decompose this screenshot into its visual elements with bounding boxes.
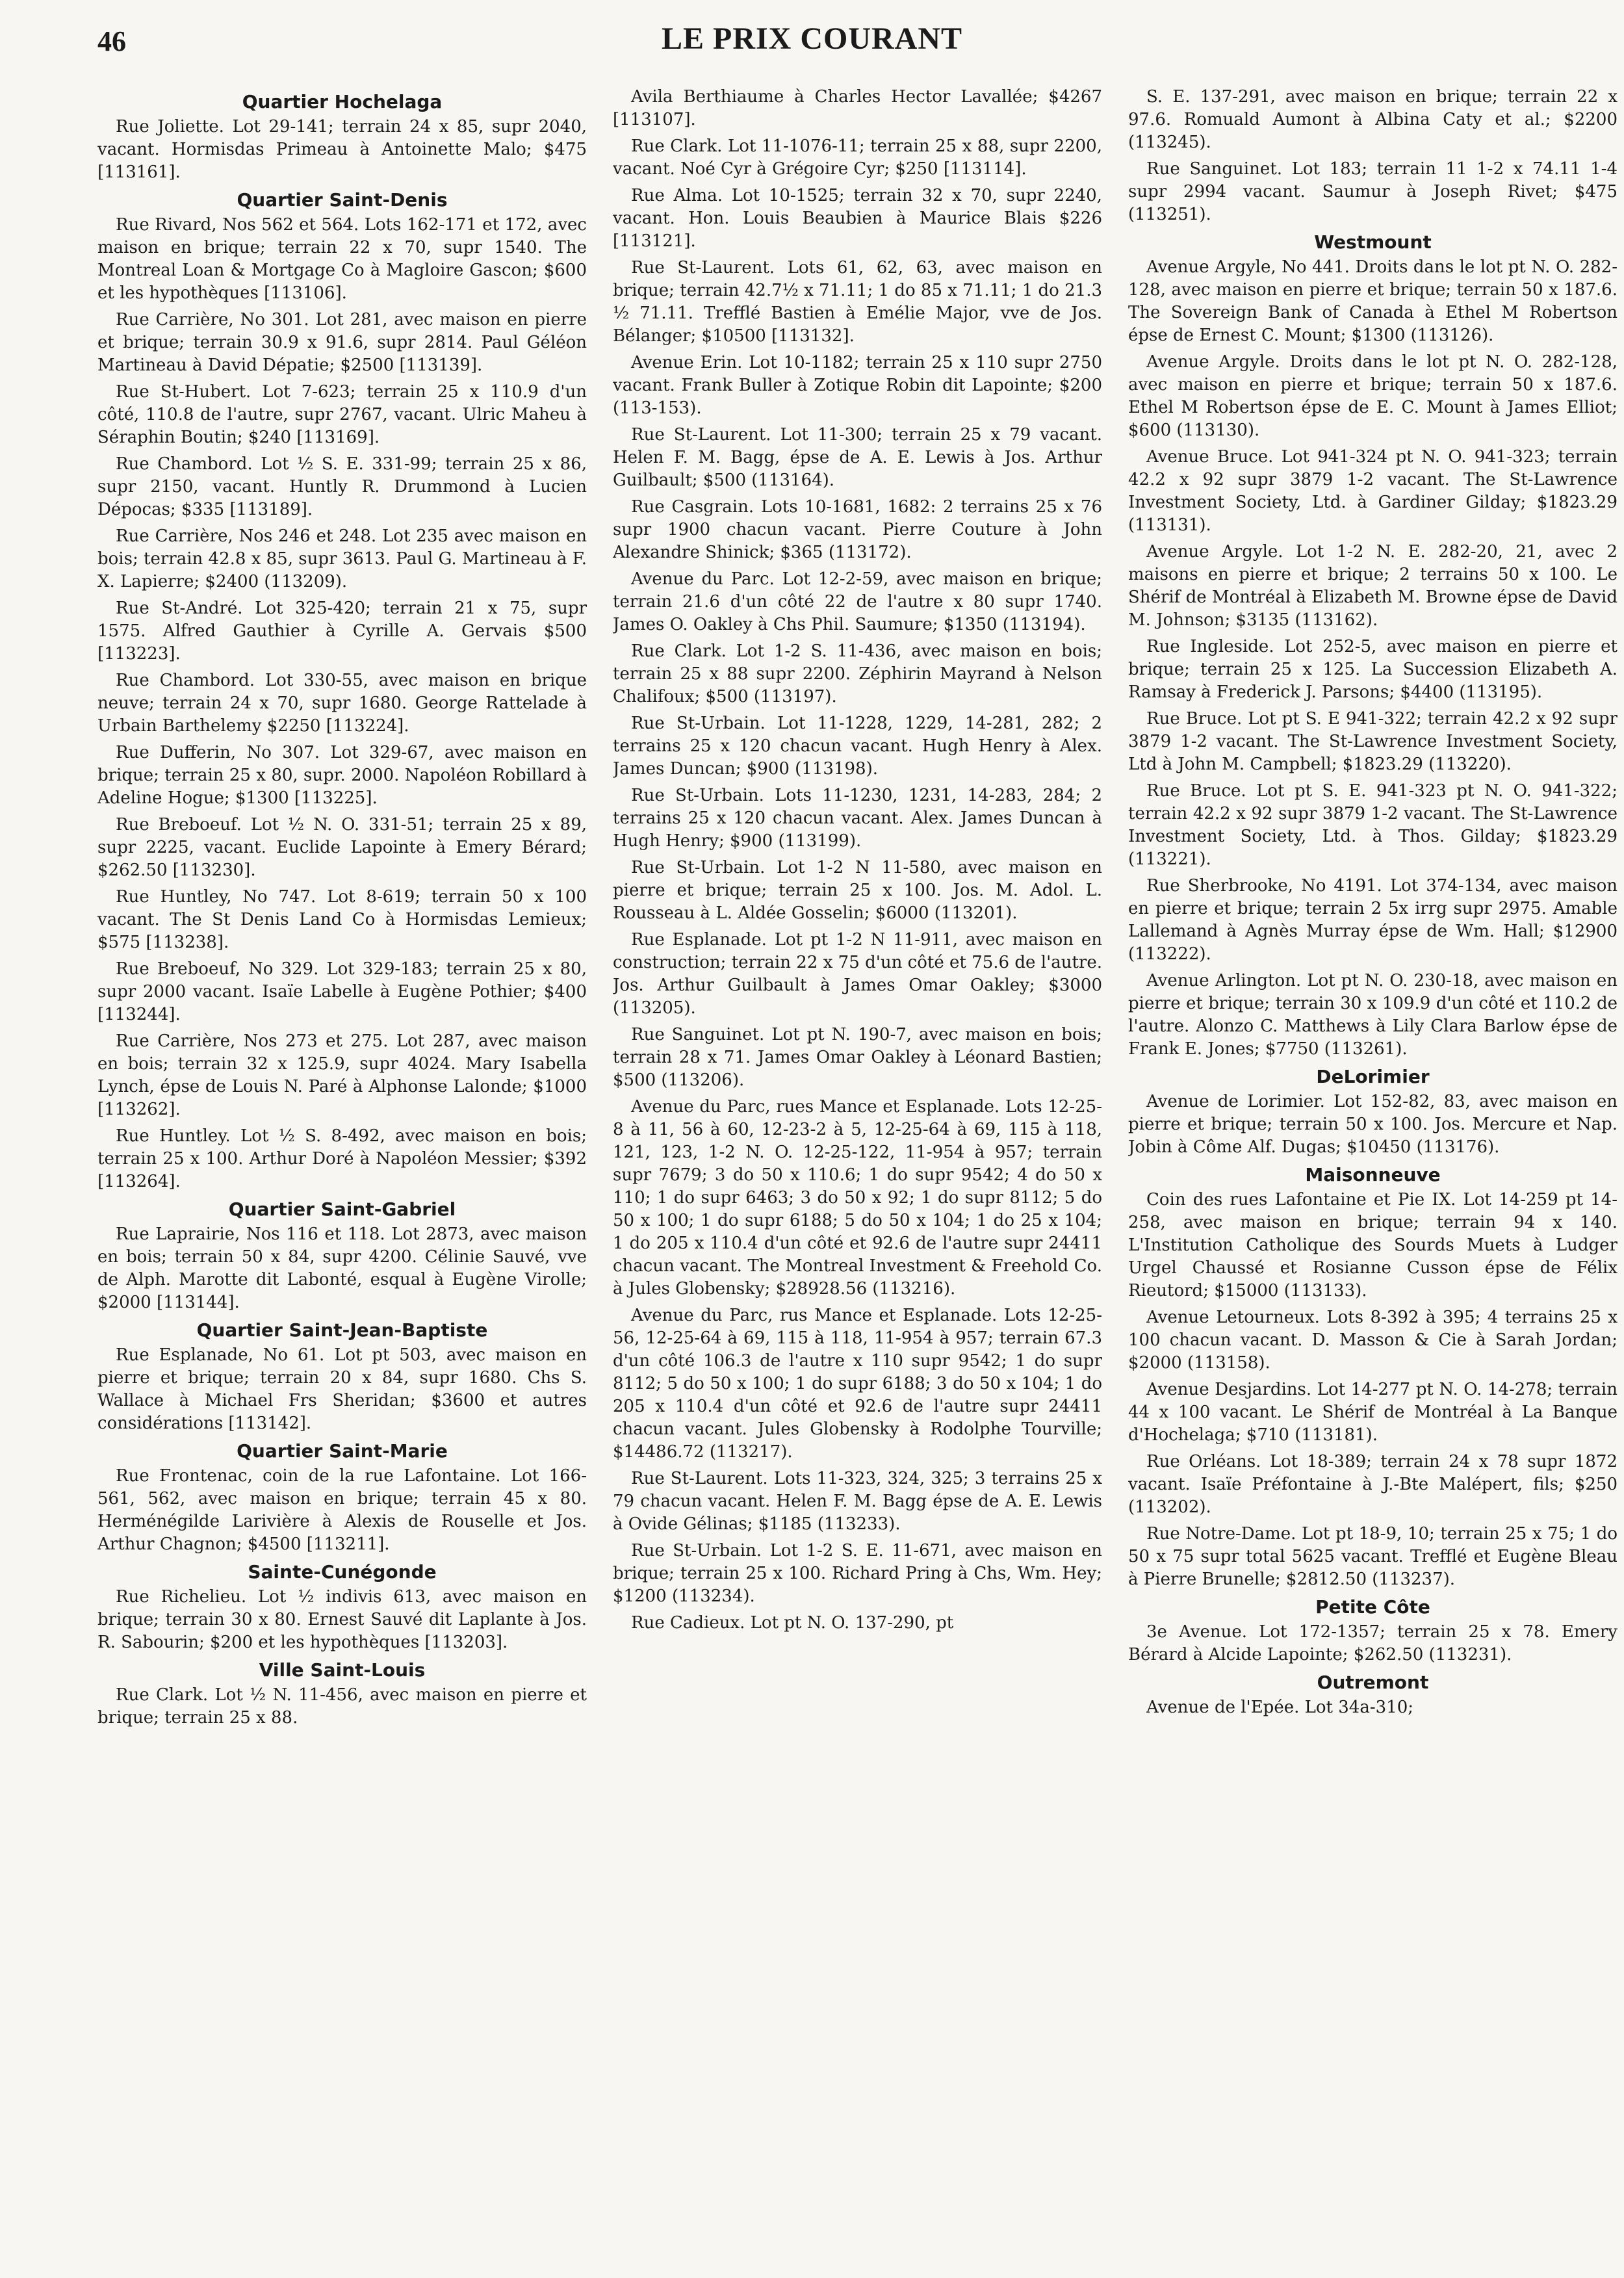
transaction-entry: Coin des rues Lafontaine et Pie IX. Lot 14-259 pt 14-258, avec maison en brique; terrain 94 x 140. L'Institution Catholique des Sourds Muets à Ludger Urgel Chaussé et Rosianne Cusson épse de Félix Rieutord; $15000 (113133). bbox=[1128, 1190, 1618, 1301]
transaction-entry: Rue Clark. Lot ½ N. 11-456, avec maison en pierre et brique; terrain 25 x 88. bbox=[97, 1685, 587, 1728]
transaction-entry: Rue Breboeuf. Lot ½ N. O. 331-51; terrain 25 x 89, supr 2225, vacant. Euclide Lapointe à Emery Bérard; $262.50 [113230]. bbox=[97, 815, 587, 880]
section-heading: Outremont bbox=[1317, 1672, 1429, 1693]
transaction-entry: Avenue de Lorimier. Lot 152-82, 83, avec maison en pierre et brique; terrain 50 x 100. Jos. Mercure et Nap. Jobin à Côme Alf. Dugas; $10450 (113176). bbox=[1128, 1092, 1618, 1157]
transaction-entry: Rue Laprairie, Nos 116 et 118. Lot 2873, avec maison en bois; terrain 50 x 84, supr 4200. Célinie Sauvé, vve de Alph. Marotte dit Labonté, esqual à Eugène Virolle; $2000 [113144]. bbox=[97, 1224, 587, 1312]
transaction-entry: Rue Chambord. Lot ½ S. E. 331-99; terrain 25 x 86, supr 2150, vacant. Huntly R. Drummond à Lucien Dépocas; $335 [113189]. bbox=[97, 454, 587, 519]
transaction-entry: Avenue du Parc, rues Mance et Esplanade. Lots 12-25-8 à 11, 56 à 60, 12-23-2 à 5, 12-25-64 à 69, 115 à 118, 121, 123, 1-2 N. O. 12-25-122, 11-954 à 957; terrain supr 7679; 3 do 50 x 110.6; 1 do supr 9542; 4 do 50 x 110; 1 do supr 6463; 3 do 50 x 92; 1 do supr 8112; 5 do 50 x 100; 1 do supr 6188; 5 do 50 x 104; 1 do 25 x 104; 1 do 205 x 110.4 d'un côté et 92.6 de l'autre supr 24411 chacun vacant. The Montreal Investment & Freehold Co. à Jules Globensky; $28928.56 (113216). bbox=[613, 1097, 1102, 1299]
transaction-entry: S. E. 137-291, avec maison en brique; terrain 22 x 97.6. Romuald Aumont à Albina Caty et al.; $2200 (113245). bbox=[1128, 87, 1618, 152]
text-columns bbox=[97, 86, 1618, 2253]
transaction-entry: Rue Orléans. Lot 18-389; terrain 24 x 78 supr 1872 vacant. Isaïe Préfontaine à J.-Bte Malépert, fils; $250 (113202). bbox=[1128, 1452, 1618, 1517]
transaction-entry: Rue St-Laurent. Lot 11-300; terrain 25 x 79 vacant. Helen F. M. Bagg, épse de A. E. Lewis à Jos. Arthur Guilbault; $500 (113164). bbox=[613, 425, 1102, 490]
section-heading: Quartier Saint-Marie bbox=[237, 1440, 448, 1462]
transaction-entry: Rue Carrière, Nos 246 et 248. Lot 235 avec maison en bois; terrain 42.8 x 85, supr 3613. Paul G. Martineau à F. X. Lapierre; $2400 (113209). bbox=[97, 526, 587, 591]
transaction-entry: Avenue Argyle, No 441. Droits dans le lot pt N. O. 282-128, avec maison en pierre et brique; terrain 50 x 187.6. The Sovereign Bank of Canada à Ethel M Robertson épse de Ernest C. Mount; $1300 (113126). bbox=[1128, 257, 1618, 345]
transaction-entry: Rue St-Laurent. Lots 61, 62, 63, avec maison en brique; terrain 42.7½ x 71.11; 1 do 85 x 71.11; 1 do 21.3 ½ 71.11. Trefflé Bastien à Emélie Major, vve de Jos. Bélanger; $10500 [113132]. bbox=[613, 258, 1102, 346]
transaction-entry: Rue Richelieu. Lot ½ indivis 613, avec maison en brique; terrain 30 x 80. Ernest Sauvé dit Laplante à Jos. R. Sabourin; $200 et les hypothèques [113203]. bbox=[97, 1587, 587, 1652]
transaction-entry: Rue Bruce. Lot pt S. E. 941-323 pt N. O. 941-322; terrain 42.2 x 92 supr 3879 1-2 vacant. The St-Lawrence Investment Society, Ltd. à Thos. Gilday; $1823.29 (113221). bbox=[1128, 781, 1618, 869]
section-heading: Ville Saint-Louis bbox=[259, 1659, 426, 1681]
section-heading: Quartier Hochelaga bbox=[242, 91, 443, 112]
transaction-entry: Avenue de l'Epée. Lot 34a-310; bbox=[1146, 1698, 1414, 1717]
section-heading: Quartier Saint-Gabriel bbox=[228, 1198, 456, 1220]
column-1 bbox=[97, 86, 587, 2253]
transaction-entry: Rue Clark. Lot 1-2 S. 11-436, avec maison en bois; terrain 25 x 88 supr 2200. Zéphirin Mayrand à Nelson Chalifoux; $500 (113197). bbox=[613, 641, 1102, 706]
transaction-entry: Rue Casgrain. Lots 10-1681, 1682: 2 terrains 25 x 76 supr 1900 chacun vacant. Pierre Couture à John Alexandre Shinick; $365 (113172). bbox=[613, 497, 1102, 562]
transaction-entry: Rue Alma. Lot 10-1525; terrain 32 x 70, supr 2240, vacant. Hon. Louis Beaubien à Maurice Blais $226 [113121]. bbox=[613, 186, 1102, 251]
column-3 bbox=[1128, 86, 1618, 2253]
transaction-entry: Rue Bruce. Lot pt S. E 941-322; terrain 42.2 x 92 supr 3879 1-2 vacant. The St-Lawrence Investment Society, Ltd à John M. Campbell; $1823.29 (113220). bbox=[1128, 709, 1618, 774]
transaction-entry: Avenue Argyle. Droits dans le lot pt N. O. 282-128, avec maison en pierre et brique; terrain 50 x 187.6. Ethel M Robertson épse de E. C. Mount à James Elliot; $600 (113130). bbox=[1128, 352, 1618, 440]
transaction-entry: Rue Esplanade. Lot pt 1-2 N 11-911, avec maison en construction; terrain 22 x 75 d'un côté et 75.6 de l'autre. Jos. Arthur Guilbault à James Omar Oakley; $3000 (113205). bbox=[613, 930, 1102, 1018]
transaction-entry: 3e Avenue. Lot 172-1357; terrain 25 x 78. Emery Bérard à Alcide Lapointe; $262.50 (113231). bbox=[1128, 1622, 1618, 1664]
transaction-entry: Rue Carrière, Nos 273 et 275. Lot 287, avec maison en bois; terrain 32 x 125.9, supr 4024. Mary Isabella Lynch, épse de Louis N. Paré à Alphonse Lalonde; $1000 [113262]. bbox=[97, 1031, 587, 1119]
transaction-entry: Avenue du Parc. Lot 12-2-59, avec maison en brique; terrain 21.6 d'un côté 22 de l'autre x 80 supr 1740. James O. Oakley à Chs Phil. Saumure; $1350 (113194). bbox=[613, 569, 1102, 634]
transaction-entry: Rue Dufferin, No 307. Lot 329-67, avec maison en brique; terrain 25 x 80, supr. 2000. Napoléon Robillard à Adeline Hogue; $1300 [113225]. bbox=[97, 743, 587, 808]
transaction-entry: Rue St-Urbain. Lots 11-1230, 1231, 14-283, 284; 2 terrains 25 x 120 chacun vacant. Alex. James Duncan à Hugh Henry; $900 (113199). bbox=[613, 786, 1102, 851]
transaction-entry: Rue Ingleside. Lot 252-5, avec maison en pierre et brique; terrain 25 x 125. La Succession Elizabeth A. Ramsay à Frederick J. Parsons; $4400 (113195). bbox=[1128, 637, 1618, 702]
page-title: LE PRIX COURANT bbox=[661, 21, 963, 56]
section-heading: Quartier Saint-Jean-Baptiste bbox=[196, 1319, 488, 1341]
transaction-entry: Rue Cadieux. Lot pt N. O. 137-290, pt bbox=[631, 1613, 954, 1633]
column-2 bbox=[613, 86, 1102, 2253]
transaction-entry: Avenue du Parc, rus Mance et Esplanade. Lots 12-25-56, 12-25-64 à 69, 115 à 118, 11-954 à 957; terrain 67.3 d'un côté 106.3 de l'autre x 110 supr 9542; 1 do supr 8112; 5 do 50 x 100; 1 do supr 6188; 3 do 50 x 104; 1 do 205 x 110.4 d'un côté et 92.6 de l'autre supr 24411 chacun vacant. Jules Globensky à Rodolphe Tourville; $14486.72 (113217). bbox=[613, 1306, 1102, 1462]
transaction-entry: Rue Chambord. Lot 330-55, avec maison en brique neuve; terrain 24 x 70, supr 1680. George Rattelade à Urbain Barthelemy $2250 [113224]. bbox=[97, 671, 587, 736]
transaction-entry: Avenue Desjardins. Lot 14-277 pt N. O. 14-278; terrain 44 x 100 vacant. Le Shérif de Montréal à La Banque d'Hochelaga; $710 (113181). bbox=[1128, 1380, 1618, 1445]
transaction-entry: Rue Joliette. Lot 29-141; terrain 24 x 85, supr 2040, vacant. Hormisdas Primeau à Antoinette Malo; $475 [113161]. bbox=[97, 117, 587, 182]
section-heading: Westmount bbox=[1314, 231, 1432, 253]
page-number: 46 bbox=[97, 25, 126, 57]
transaction-entry: Rue Sanguinet. Lot 183; terrain 11 1-2 x 74.11 1-4 supr 2994 vacant. Saumur à Joseph Rivet; $475 (113251). bbox=[1128, 159, 1618, 224]
transaction-entry: Rue Carrière, No 301. Lot 281, avec maison en pierre et brique; terrain 30.9 x 91.6, supr 2814. Paul Géléon Martineau à David Dépatie; $2500 [113139]. bbox=[97, 310, 587, 375]
transaction-entry: Rue St-Urbain. Lot 11-1228, 1229, 14-281, 282; 2 terrains 25 x 120 chacun vacant. Hugh Henry à Alex. James Duncan; $900 (113198). bbox=[613, 714, 1102, 779]
transaction-entry: Avila Berthiaume à Charles Hector Lavallée; $4267 [113107]. bbox=[613, 87, 1102, 129]
transaction-entry: Rue St-Laurent. Lots 11-323, 324, 325; 3 terrains 25 x 79 chacun vacant. Helen F. M. Bagg épse de A. E. Lewis à Ovide Gélinas; $1185 (113233). bbox=[613, 1469, 1102, 1534]
transaction-entry: Rue Huntley, No 747. Lot 8-619; terrain 50 x 100 vacant. The St Denis Land Co à Hormisdas Lemieux; $575 [113238]. bbox=[97, 887, 587, 952]
transaction-entry: Rue Sherbrooke, No 4191. Lot 374-134, avec maison en pierre et brique; terrain 2 5x irrg supr 2975. Amable Lallemand à Agnès Murray épse de Wm. Hall; $12900 (113222). bbox=[1128, 876, 1618, 964]
section-heading: Quartier Saint-Denis bbox=[237, 189, 448, 211]
section-heading: DeLorimier bbox=[1316, 1066, 1430, 1087]
transaction-entry: Rue St-André. Lot 325-420; terrain 21 x 75, supr 1575. Alfred Gauthier à Cyrille A. Gervais $500 [113223]. bbox=[97, 599, 587, 664]
transaction-entry: Rue Breboeuf, No 329. Lot 329-183; terrain 25 x 80, supr 2000 vacant. Isaïe Labelle à Eugène Pothier; $400 [113244]. bbox=[97, 959, 587, 1024]
transaction-entry: Rue St-Urbain. Lot 1-2 S. E. 11-671, avec maison en brique; terrain 25 x 100. Richard Pring à Chs, Wm. Hey; $1200 (113234). bbox=[613, 1541, 1102, 1606]
transaction-entry: Rue Sanguinet. Lot pt N. 190-7, avec maison en bois; terrain 28 x 71. James Omar Oakley à Léonard Bastien; $500 (113206). bbox=[613, 1025, 1102, 1090]
transaction-entry: Rue Rivard, Nos 562 et 564. Lots 162-171 et 172, avec maison en brique; terrain 22 x 70, supr 1540. The Montreal Loan & Mortgage Co à Magloire Gascon; $600 et les hypothèques [113106]. bbox=[97, 215, 587, 303]
transaction-entry: Avenue Erin. Lot 10-1182; terrain 25 x 110 supr 2750 vacant. Frank Buller à Zotique Robin dit Lapointe; $200 (113-153). bbox=[613, 353, 1102, 418]
transaction-entry: Rue St-Urbain. Lot 1-2 N 11-580, avec maison en pierre et brique; terrain 25 x 100. Jos. M. Adol. L. Rousseau à L. Aldée Gosselin; $6000 (113201). bbox=[613, 858, 1102, 923]
transaction-entry: Rue Esplanade, No 61. Lot pt 503, avec maison en pierre et brique; terrain 20 x 84, supr 1680. Chs S. Wallace à Michael Frs Sheridan; $3600 et autres considérations [113142]. bbox=[97, 1345, 587, 1433]
transaction-entry: Avenue Bruce. Lot 941-324 pt N. O. 941-323; terrain 42.2 x 92 supr 3879 1-2 vacant. The St-Lawrence Investment Society, Ltd. à Gardiner Gilday; $1823.29 (113131). bbox=[1128, 447, 1618, 535]
transaction-entry: Rue Huntley. Lot ½ S. 8-492, avec maison en bois; terrain 25 x 100. Arthur Doré à Napoléon Messier; $392 [113264]. bbox=[97, 1126, 587, 1191]
transaction-entry: Avenue Letourneux. Lots 8-392 à 395; 4 terrains 25 x 100 chacun vacant. D. Masson & Cie à Sarah Jordan; $2000 (113158). bbox=[1128, 1308, 1618, 1373]
transaction-entry: Avenue Arlington. Lot pt N. O. 230-18, avec maison en pierre et brique; terrain 30 x 109.9 d'un côté et 110.2 de l'autre. Alonzo C. Matthews à Lily Clara Barlow épse de Frank E. Jones; $7750 (113261). bbox=[1128, 971, 1618, 1059]
section-heading: Petite Côte bbox=[1315, 1596, 1430, 1618]
transaction-entry: Rue Frontenac, coin de la rue Lafontaine. Lot 166-561, 562, avec maison en brique; terrain 45 x 80. Herménégilde Larivière à Alexis de Rouselle et Jos. Arthur Chagnon; $4500 [113211]. bbox=[97, 1466, 587, 1554]
transaction-entry: Avenue Argyle. Lot 1-2 N. E. 282-20, 21, avec 2 maisons en pierre et brique; 2 terrains 50 x 100. Le Shérif de Montréal à Elizabeth M. Browne épse de David M. Johnson; $3135 (113162). bbox=[1128, 542, 1618, 630]
transaction-entry: Rue St-Hubert. Lot 7-623; terrain 25 x 110.9 d'un côté, 110.8 de l'autre, supr 2767, vacant. Ulric Maheu à Séraphin Boutin; $240 [113169]. bbox=[97, 382, 587, 447]
transaction-entry: Rue Clark. Lot 11-1076-11; terrain 25 x 88, supr 2200, vacant. Noé Cyr à Grégoire Cyr; $250 [113114]. bbox=[613, 136, 1102, 179]
section-heading: Maisonneuve bbox=[1305, 1164, 1441, 1185]
section-heading: Sainte-Cunégonde bbox=[248, 1561, 437, 1583]
transaction-entry: Rue Notre-Dame. Lot pt 18-9, 10; terrain 25 x 75; 1 do 50 x 75 supr total 5625 vacant. Trefflé et Eugène Bleau à Pierre Brunelle; $2812.50 (113237). bbox=[1128, 1524, 1618, 1589]
